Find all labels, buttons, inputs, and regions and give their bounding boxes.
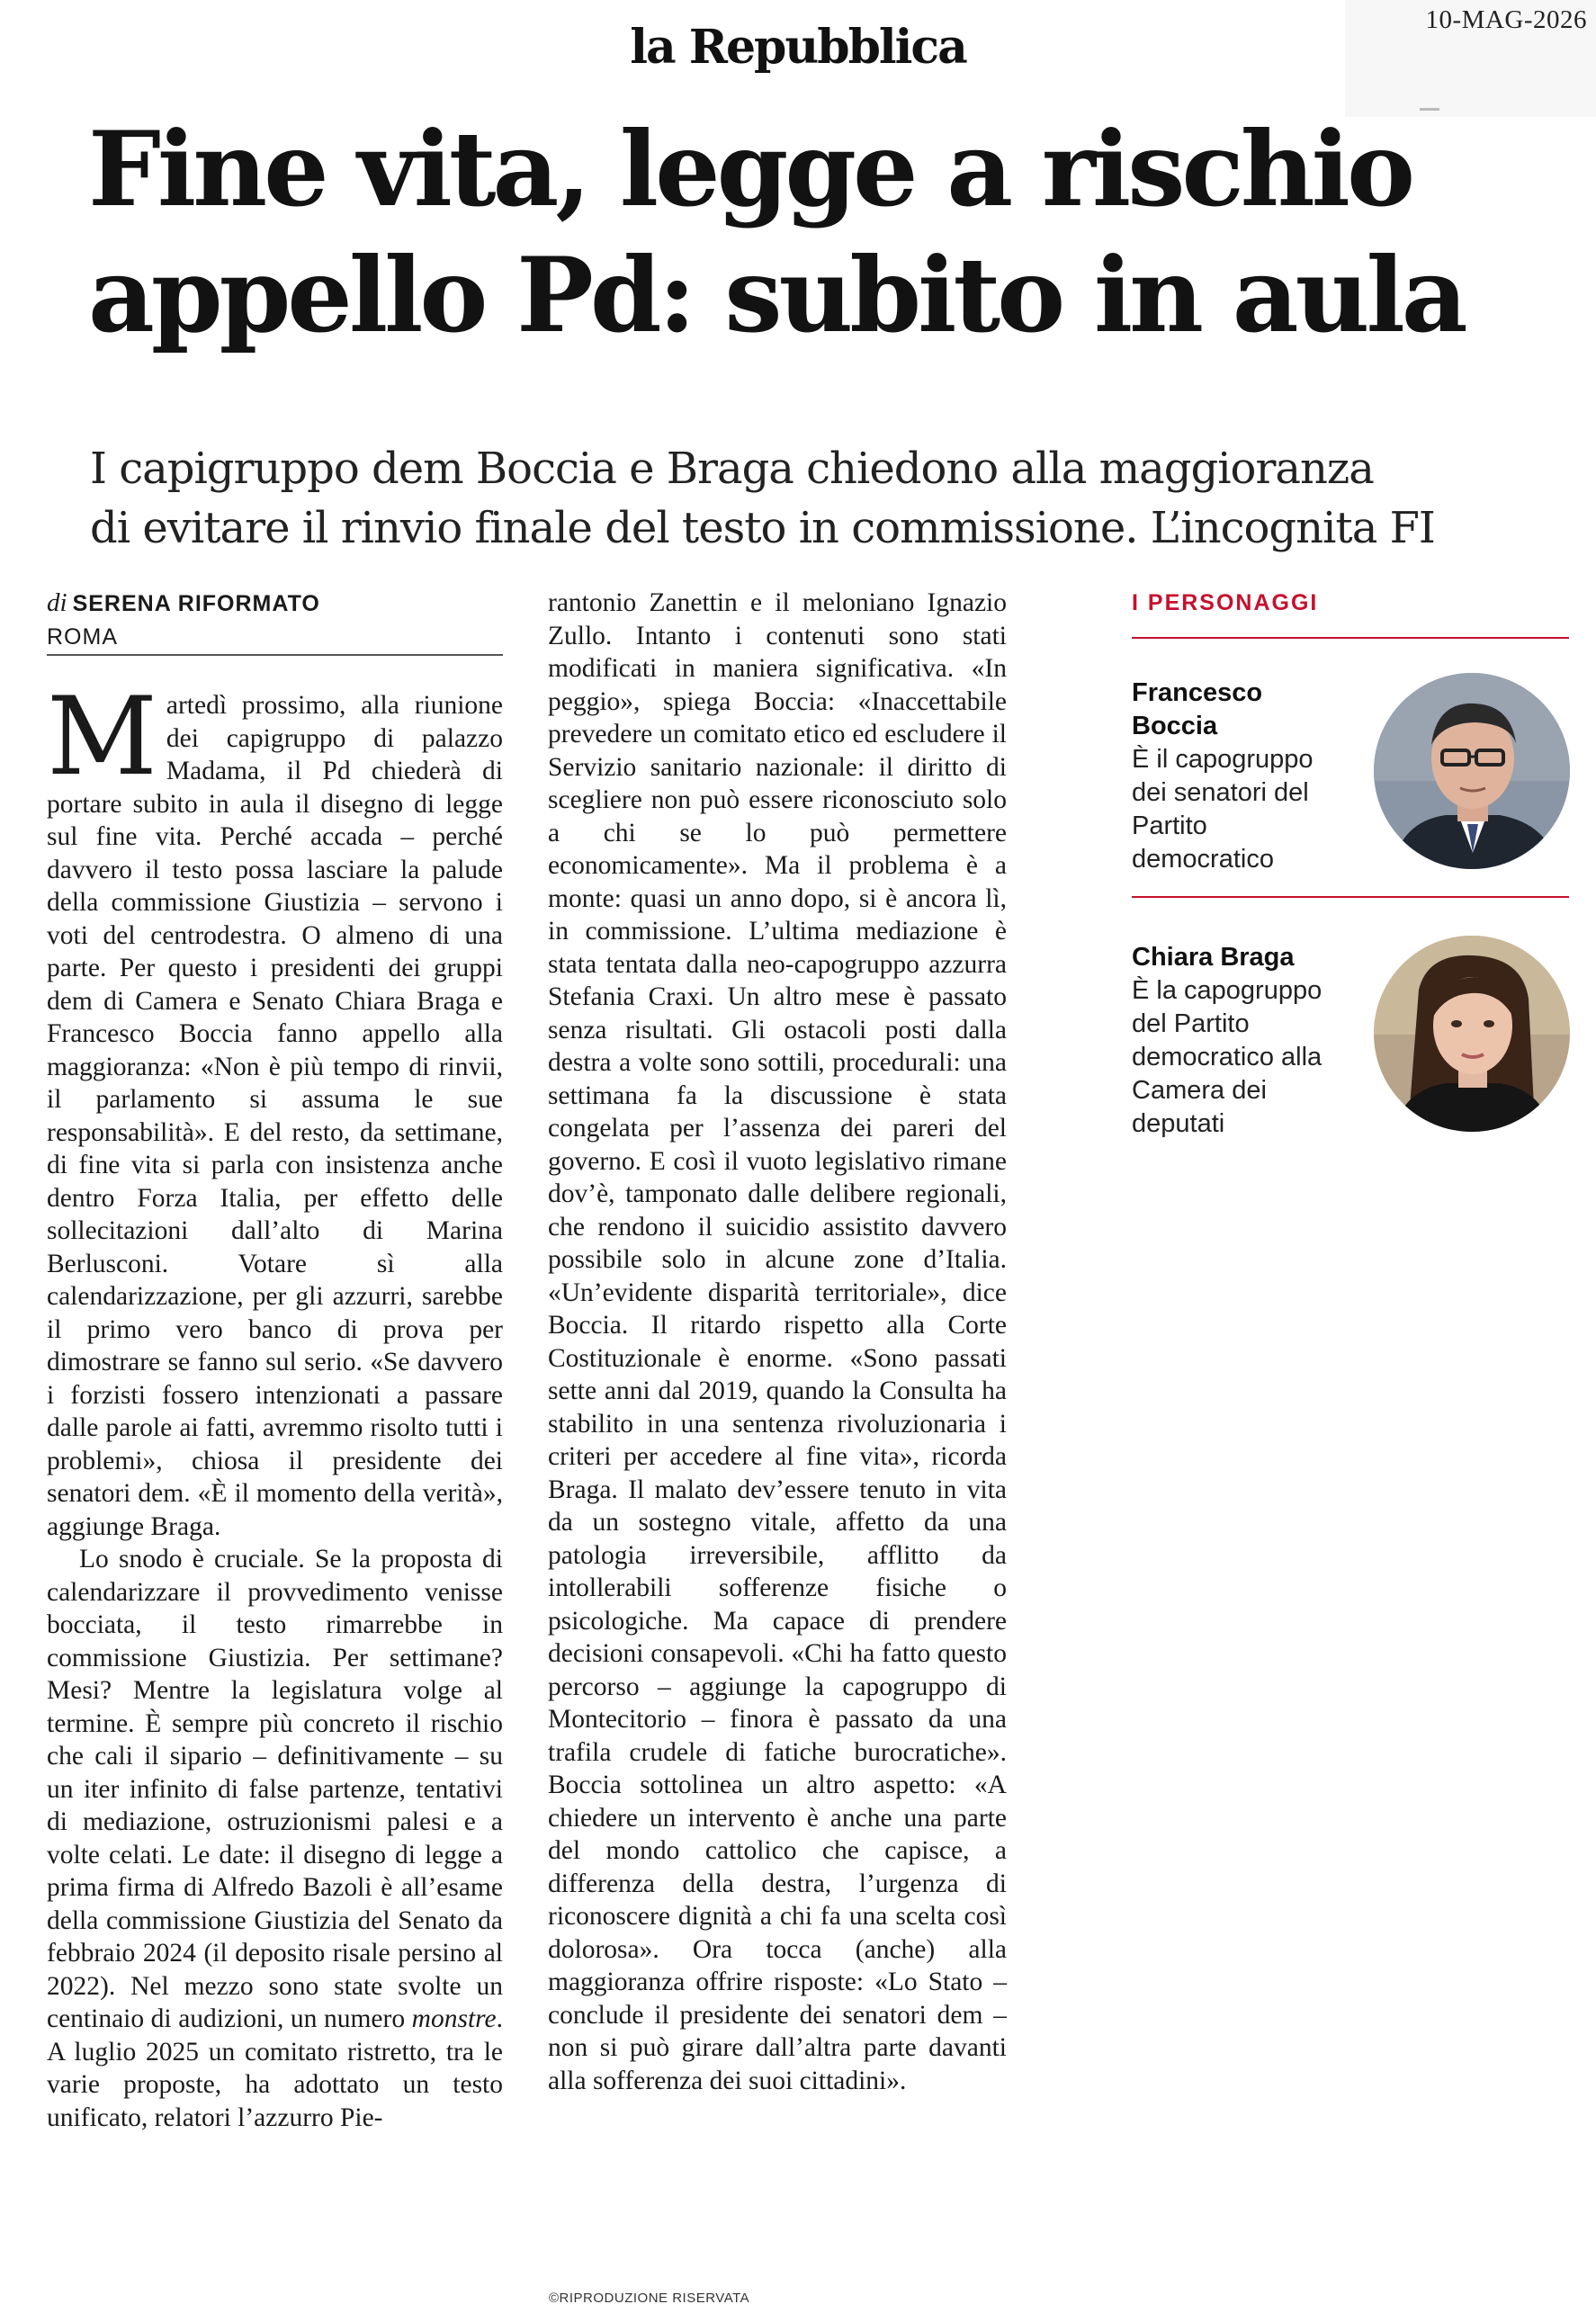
paragraph-text: Lo snodo è cruciale. Se la proposta di calendarizzare il provvedimento venisse bocciata, il testo rimarrebbe in commissione Giustizia. Per settimane? Mesi? Mentre la legislatura volge al termine. È sempre più concreto il rischio che cali il sipario – definitivamente – su un iter infinito di false partenze, tentativi di mediazione, ostruzionismi palesi e a volte celati. Le date: il disegno di legge a prima firma di Alfredo Bazoli è all’esame della commissione Giustizia del Senato da febbraio 2024 (il deposito risale persino al 2022). Nel mezzo sono state svolte un centinaio di audizioni, un numero (47, 1545, 503, 2033)
person-card-braga (1132, 941, 1366, 1141)
person-desc-line: del Partito (1132, 1009, 1250, 1038)
drop-cap: M (47, 675, 157, 800)
person-desc-line: È la capogruppo (1132, 976, 1323, 1005)
byline-divider (47, 654, 503, 656)
paragraph-text: . A luglio 2025 un comitato ristretto, tra le varie proposte, ha adottato un testo unificato, relatori l’azzurro Pie- (47, 2004, 504, 2132)
author-name: SERENA RIFORMATO (72, 591, 320, 616)
person-name-line: Francesco (1132, 678, 1263, 707)
publication-date: 10-MAG-2026 (1425, 5, 1587, 34)
person-name-line: Boccia (1132, 712, 1218, 740)
person-desc-line: democratico (1132, 845, 1274, 874)
sidebar-divider (1132, 896, 1569, 898)
person-card-boccia (1132, 677, 1366, 876)
copyright-notice: ©RIPRODUZIONE RISERVATA (549, 2291, 750, 2306)
subheadline-line: di evitare il rinvio finale del testo in commissione. L’incognita FI (90, 503, 1435, 553)
headline-line: Fine vita, legge a rischio (88, 109, 1412, 229)
dateline: ROMA (47, 624, 118, 650)
person-desc-line: Partito (1132, 811, 1207, 840)
paragraph-text: artedì prossimo, alla riunione dei capigruppo di palazzo Madama, il Pd chiederà di portare subito in aula il disegno di legge sul fine vita. Perché accada – perché davvero il testo possa lasciare la palude della commissione Giustizia – servono i voti del centrodestra. O almeno di una parte. Per questo i presidenti dei gruppi dem di Camera e Senato Chiara Braga e Francesco Boccia fanno appello alla maggioranza: «Non è più tempo di rinvii, il parlamento si assuma le sue responsabilità». E del resto, da settimane, di fine vita si parla con insistenza anche dentro Forza Italia, per effetto delle sollecitazioni dall’alto di Marina Berlusconi. Votare sì alla calendarizzazione, per gli azzurri, sarebbe il primo vero banco di prova per dimostrare se fanno sul serio. «Se davvero i forzisti fossero intenzionati a passare dalle parole ai fatti, avremmo risolto tutti i problemi», chiosa il presidente dei senatori dem. «È il momento della verità», aggiunge Braga. (47, 691, 503, 1541)
person-desc-line: È il capogruppo (1132, 745, 1314, 774)
article-column-2 (548, 587, 1007, 2097)
person-desc-line: democratico alla (1132, 1043, 1323, 1071)
sidebar-divider (1132, 637, 1569, 639)
person-name-line: Chiara Braga (1132, 943, 1295, 972)
portrait-woman-icon (1374, 936, 1570, 1132)
subheadline (90, 439, 1547, 558)
byline (47, 588, 506, 618)
portrait-man-icon (1374, 673, 1570, 869)
body-paragraph (47, 675, 503, 1543)
byline-prefix: di (47, 588, 67, 617)
newspaper-masthead: la Repubblica (630, 20, 966, 75)
subheadline-line: I capigruppo dem Boccia e Braga chiedono alla maggioranza (90, 444, 1374, 494)
person-desc-line: deputati (1132, 1109, 1225, 1138)
body-paragraph: rantonio Zanettin e il meloniano Ignazio Zullo. Intanto i contenuti sono stati modificati in maniera significativa. «In peggio», spiega Boccia: «Inaccettabile prevedere un comitato etico ed escludere il Servizio sanitario nazionale: il diritto di scegliere non può essere riconosciuto solo a chi se lo può permettere economicamente». Ma il problema è a monte: quasi un anno dopo, si è ancora lì, in commissione. L’ultima mediazione è stata tentata dalla neo-capogruppo azzurra Stefania Craxi. Un altro mese è passato senza risultati. Gli ostacoli posti dalla destra a volte sono sottili, procedurali: una settimana fa la discussione è stata congelata per l’assenza dei pareri del governo. E così il vuoto legislativo rimane dov’è, tamponato dalle delibere regionali, che rendono il suicidio assistito davvero possibile solo in alcune zone d’Italia. «Un’evidente disparità territoriale», dice Boccia. Il ritardo rispetto alla Corte Costituzionale è enorme. «Sono passati sette anni dal 2019, quando la Consulta ha stabilito in una sentenza rivoluzionaria i criteri per accedere al fine vita», ricorda Braga. Il malato dev’essere tenuto in vita da un sostegno vitale, affetto da una patologia irreversibile, afflitto da intollerabili sofferenze fisiche o psicologiche. Ma capace di prendere decisioni consapevoli. «Chi ha fatto questo percorso – aggiunge la capogruppo di Montecitorio – finora è passato da una trafila crudele di fatiche burocratiche». Boccia sottolinea un altro aspetto: «A chiedere un intervento è anche una parte del mondo cattolico che capisce, a differenza della destra, l’urgenza di riconoscere dignità a chi fa una scelta così dolorosa». Ora tocca (anche) alla maggioranza offrire risposte: «Lo Stato – conclude il presidente dei senatori dem – non si può girare dall’altra parte davanti alla sofferenza dei suoi cittadini». (548, 588, 1007, 2095)
headline (88, 106, 1546, 358)
person-desc-line: dei senatori del (1132, 778, 1309, 807)
person-desc-line: Camera dei (1132, 1076, 1267, 1105)
headline-line: appello Pd: subito in aula (88, 235, 1465, 355)
article-column-1 (47, 675, 504, 2134)
sidebar-title: I PERSONAGGI (1132, 590, 1319, 615)
italic-term: monstre (411, 2004, 497, 2033)
body-paragraph (47, 1543, 503, 2134)
